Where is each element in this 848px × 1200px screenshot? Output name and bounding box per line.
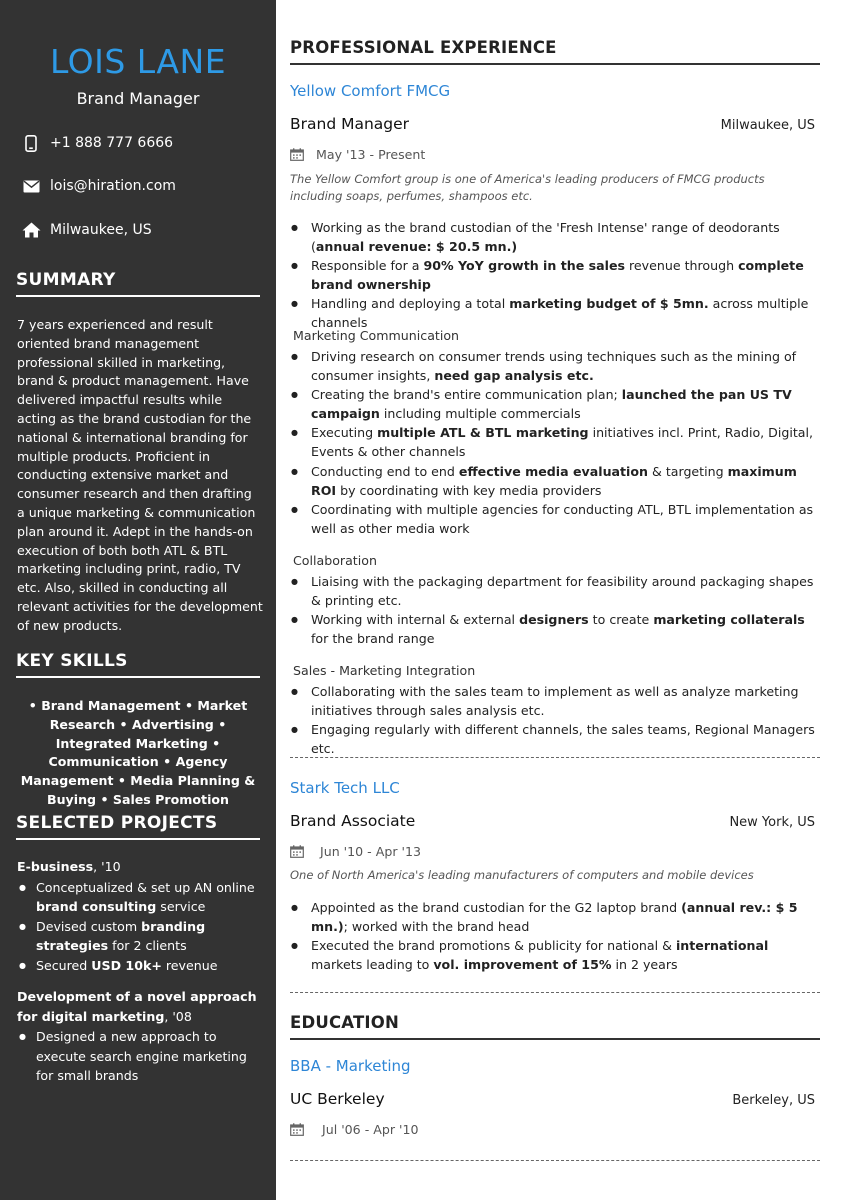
job-location: New York, US bbox=[729, 815, 815, 830]
job-dates: Jun '10 - Apr '13 bbox=[290, 844, 421, 859]
summary-heading: SUMMARY bbox=[16, 270, 260, 297]
summary-text: 7 years experienced and result oriented brand management professional skilled in marketing, brand & product management. Have delivered impactful results while acting as the brand custodian for the national & international branding for multiple products. Proficient in conducting extensive market and consumer research and then drafting a unique marketing & communication plan around it. Adept in the hands-on execution of both both ATL & BTL marketing including print, radio, TV etc. Also, skilled in conducting all relevant activities for the development of new products. bbox=[17, 317, 263, 633]
experience-heading: PROFESSIONAL EXPERIENCE bbox=[290, 38, 820, 65]
job-bullets bbox=[290, 682, 820, 758]
school-name: UC Berkeley bbox=[290, 1090, 385, 1108]
sidebar bbox=[0, 0, 276, 1200]
job-bullet: ● Handling and deploying a total marketing budget of $ 5mn. across multiple channels bbox=[290, 294, 820, 332]
section-divider bbox=[290, 1160, 820, 1161]
project-title: Development of a novel approach for digital marketing, '08 bbox=[17, 989, 257, 1024]
job-location: Milwaukee, US bbox=[720, 118, 815, 133]
job-header bbox=[290, 812, 815, 830]
company-description: One of North America's leading manufacturers of computers and mobile devices bbox=[290, 868, 754, 882]
project-bullets bbox=[17, 1027, 263, 1086]
job-bullet: ● Collaborating with the sales team to implement as well as analyze marketing initiatives through sales analysis etc. bbox=[290, 682, 820, 720]
project-bullets bbox=[17, 878, 263, 976]
calendar-icon bbox=[290, 845, 304, 858]
education-heading: EDUCATION bbox=[290, 1013, 820, 1040]
job-bullet: ● Executing multiple ATL & BTL marketing initiatives incl. Print, Radio, Digital, Events & other channels bbox=[290, 423, 820, 461]
project-bullet: ● Conceptualized & set up AN online brand consulting service bbox=[17, 878, 263, 917]
subsection-label: Sales - Marketing Integration bbox=[293, 663, 476, 678]
subsection-label: Collaboration bbox=[293, 553, 377, 568]
job-bullets bbox=[290, 347, 820, 538]
job-bullet: ● Coordinating with multiple agencies for conducting ATL, BTL implementation as well as other media work bbox=[290, 500, 820, 538]
section-divider bbox=[290, 992, 820, 993]
candidate-name: LOIS LANE bbox=[49, 42, 227, 81]
job-bullet: ● Appointed as the brand custodian for the G2 laptop brand (annual rev.: $ 5 mn.); worked with the brand head bbox=[290, 898, 820, 936]
degree-name: BBA - Marketing bbox=[290, 1057, 411, 1075]
calendar-icon bbox=[290, 1123, 304, 1136]
skills-heading: KEY SKILLS bbox=[16, 651, 260, 678]
project-item bbox=[17, 987, 263, 1086]
job-bullet: ● Conducting end to end effective media evaluation & targeting maximum ROI by coordinating with key media providers bbox=[290, 462, 820, 500]
project-bullet: ● Secured USD 10k+ revenue bbox=[17, 956, 263, 976]
job-bullets bbox=[290, 218, 820, 333]
job-title: Brand Associate bbox=[290, 812, 416, 830]
candidate-role: Brand Manager bbox=[76, 89, 200, 108]
project-bullet: ● Devised custom branding strategies for 2 clients bbox=[17, 917, 263, 956]
contact-location bbox=[20, 221, 152, 239]
subsection-label: Marketing Communication bbox=[293, 328, 460, 343]
job-header bbox=[290, 115, 815, 133]
job-bullet: ● Engaging regularly with different channels, the sales teams, Regional Managers etc. bbox=[290, 720, 820, 758]
project-bullet: ● Designed a new approach to execute search engine marketing for small brands bbox=[17, 1027, 263, 1086]
job-bullet: ● Responsible for a 90% YoY growth in the sales revenue through complete brand ownership bbox=[290, 256, 820, 294]
home-icon bbox=[20, 221, 42, 239]
job-title: Brand Manager bbox=[290, 115, 410, 133]
job-bullets bbox=[290, 572, 820, 648]
job-bullets bbox=[290, 898, 820, 974]
section-divider bbox=[290, 757, 820, 758]
company-name: Yellow Comfort FMCG bbox=[290, 82, 451, 100]
project-title: E-business, '10 bbox=[17, 859, 121, 874]
email-text: lois@hiration.com bbox=[50, 178, 176, 194]
contact-email[interactable] bbox=[20, 177, 176, 195]
company-name: Stark Tech LLC bbox=[290, 779, 400, 797]
job-dates: May '13 - Present bbox=[290, 147, 425, 162]
phone-text: +1 888 777 6666 bbox=[50, 135, 174, 151]
education-dates: Jul '06 - Apr '10 bbox=[290, 1122, 419, 1137]
job-bullet: ● Working as the brand custodian of the 'Fresh Intense' range of deodorants (annual revenue: $ 20.5 mn.) bbox=[290, 218, 820, 256]
company-description: The Yellow Comfort group is one of America's leading producers of FMCG products including soaps, perfumes, shampoos etc. bbox=[290, 172, 765, 203]
job-bullet: ● Liaising with the packaging department for feasibility around packaging shapes & printing etc. bbox=[290, 572, 820, 610]
job-bullet: ● Creating the brand's entire communication plan; launched the pan US TV campaign including multiple commercials bbox=[290, 385, 820, 423]
contact-phone[interactable] bbox=[20, 134, 173, 152]
school-location: Berkeley, US bbox=[732, 1093, 815, 1108]
education-header bbox=[290, 1090, 815, 1108]
job-bullet: ● Driving research on consumer trends using techniques such as the mining of consumer insights, need gap analysis etc. bbox=[290, 347, 820, 385]
projects-heading: SELECTED PROJECTS bbox=[16, 813, 260, 840]
skills-text: • Brand Management • Market Research • Advertising • Integrated Marketing • Communication • Agency Management • Media Planning & Buying • Sales Promotion bbox=[20, 698, 256, 807]
mail-icon bbox=[20, 177, 42, 195]
location-text: Milwaukee, US bbox=[50, 222, 152, 238]
calendar-icon bbox=[290, 148, 304, 161]
phone-icon bbox=[20, 134, 42, 152]
job-bullet: ● Executed the brand promotions & publicity for national & international markets leading to vol. improvement of 15% in 2 years bbox=[290, 936, 820, 974]
job-bullet: ● Working with internal & external designers to create marketing collaterals for the brand range bbox=[290, 610, 820, 648]
project-item bbox=[17, 857, 263, 976]
